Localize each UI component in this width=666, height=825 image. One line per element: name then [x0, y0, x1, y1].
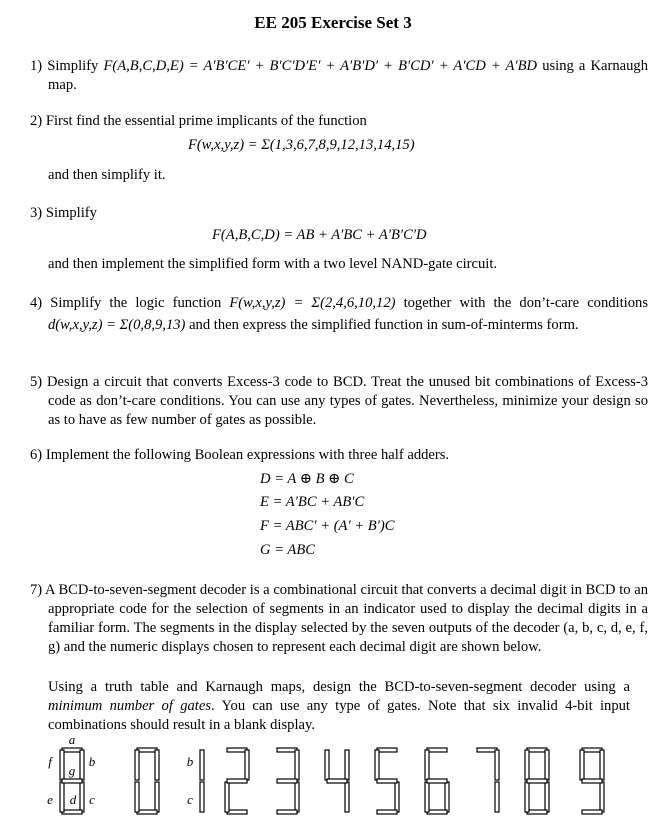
digit-8-segment-g — [527, 779, 547, 783]
digit-0-segment-c — [155, 782, 159, 812]
digit-9-segment-c — [600, 782, 604, 812]
segment-a — [62, 748, 82, 752]
digit-4-segment-g — [327, 779, 347, 783]
digit-3-segment-a — [277, 748, 297, 752]
segment-g — [62, 779, 82, 783]
digit-6-segment-e — [425, 782, 429, 812]
question-number: 6) — [30, 447, 43, 463]
digit-8-segment-b — [545, 750, 549, 780]
question-number: 4) — [30, 295, 43, 311]
question-number: 7) — [30, 582, 43, 598]
digit-5-segment-f — [375, 750, 379, 780]
question-number: 3) — [30, 205, 43, 221]
digit-3-segment-c — [295, 782, 299, 812]
digit-7-segment-b — [495, 750, 499, 780]
equation: F(A,B,C,D) = AB + A′BC + A′B′C′D — [212, 227, 427, 243]
digit-7-segment-c — [495, 782, 499, 812]
digit-5-segment-a — [377, 748, 397, 752]
digit-1-segment-b — [200, 750, 204, 780]
digit-0-segment-d — [137, 810, 157, 814]
digit-5-segment-d — [377, 810, 397, 814]
digit-9-segment-a — [582, 748, 602, 752]
digit-8-segment-e — [525, 782, 529, 812]
segment-label-f: f — [48, 754, 52, 769]
digit-3-segment-d — [277, 810, 297, 814]
question-text: together with the don’t-care conditions — [403, 295, 648, 311]
digit-9-segment-b — [600, 750, 604, 780]
question-text: First find the essential prime implicants of the function — [45, 113, 367, 129]
question-number: 2) — [30, 113, 43, 129]
digit-7-segment-a — [477, 748, 497, 752]
digit-6-segment-d — [427, 810, 447, 814]
question-text: Design a circuit that converts Excess-3 code to BCD. Treat the unused bit combinations of Excess-3 code as don’t-care conditions. You can use any types of gates. Nevertheless, minimize your design so as to have as few number of gates as possible. — [46, 374, 648, 428]
digit-1-segment-c — [200, 782, 204, 812]
digit-9-segment-f — [580, 750, 584, 780]
equation: F(w,x,y,z) = Σ(1,3,6,7,8,9,12,13,14,15) — [188, 137, 415, 153]
digit-0-segment-e — [135, 782, 139, 812]
segment-b — [80, 750, 84, 780]
segment-c — [80, 782, 84, 812]
question-text: Using a truth table and Karnaugh maps, design the BCD-to-seven-segment decoder using a minimum number of gates. You can use any type of gates. Note that six invalid 4-bit input combinations should result in a blank display. — [48, 679, 630, 733]
digit-8-segment-c — [545, 782, 549, 812]
segment-label-d: d — [69, 792, 77, 807]
digit-3-segment-g — [277, 779, 297, 783]
segment-label-g: g — [68, 763, 76, 778]
digit-2-segment-d — [227, 810, 247, 814]
equation: G = ABC — [260, 542, 315, 558]
digit-0-segment-b — [155, 750, 159, 780]
digit-6-segment-f — [425, 750, 429, 780]
question-text: Simplify — [47, 58, 99, 74]
digit-0-segment-f — [135, 750, 139, 780]
equation: F = ABC′ + (A′ + B′)C — [260, 518, 395, 534]
segment-label-e: e — [47, 792, 53, 807]
question-text: A BCD-to-seven-segment decoder is a combinational circuit that converts a decimal digit in BCD to an appropriate code for the selection of segments in an indicator used to display the decimal digits in a familiar form. The segments in the display selected by the seven outputs of the decoder (a, b, c, d, e, f, g) and the numeric displays chosen to represent each decimal digit are shown below. — [45, 582, 649, 655]
segment-f — [60, 750, 64, 780]
digit-4-segment-f — [325, 750, 329, 780]
digit-4-segment-b — [345, 750, 349, 780]
digit-6-segment-g — [427, 779, 447, 783]
segment-label-a: a — [68, 732, 76, 747]
equation: D = A ⊕ B ⊕ C — [260, 471, 354, 487]
digit-5-segment-g — [377, 779, 397, 783]
digit-8-segment-f — [525, 750, 529, 780]
digit-2-segment-b — [245, 750, 249, 780]
question-text: using a Karnaugh map. — [48, 58, 648, 93]
emphasis: minimum number of gates — [48, 698, 212, 714]
digit-5-segment-c — [395, 782, 399, 812]
question-text: Simplify the logic function — [50, 295, 222, 311]
digit-6-segment-a — [427, 748, 447, 752]
segment-label-b: b — [88, 754, 96, 769]
digit-2-segment-g — [227, 779, 247, 783]
digit-0-segment-a — [137, 748, 157, 752]
equation: F(w,x,y,z) = Σ(2,4,6,10,12) — [229, 295, 396, 311]
segment-label-c: c — [89, 792, 95, 807]
question-text: and then express the simplified function in sum-of-minterms form. — [189, 317, 579, 333]
question-number: 1) — [30, 58, 43, 74]
question-text: and then simplify it. — [48, 167, 166, 183]
digit-8-segment-a — [527, 748, 547, 752]
digit-one-label-c: c — [187, 792, 193, 807]
digit-one-label-b: b — [186, 754, 194, 769]
digit-6-segment-c — [445, 782, 449, 812]
question-text: Simplify — [45, 205, 97, 221]
equation: F(A,B,C,D,E) = A′B′CE′ + B′C′D′E′ + A′B′D′ + B′CD′ + A′CD + A′BD — [103, 58, 538, 74]
equation: E = A′BC + AB′C — [260, 494, 365, 510]
digit-3-segment-b — [295, 750, 299, 780]
digit-9-segment-d — [582, 810, 602, 814]
digit-8-segment-d — [527, 810, 547, 814]
digit-4-segment-c — [345, 782, 349, 812]
segment-d — [62, 810, 82, 814]
page-title: EE 205 Exercise Set 3 — [254, 13, 412, 32]
digit-2-segment-e — [225, 782, 229, 812]
equation: d(w,x,y,z) = Σ(0,8,9,13) — [48, 317, 186, 333]
question-text: and then implement the simplified form with a two level NAND-gate circuit. — [48, 256, 498, 272]
question-text: Implement the following Boolean expressions with three half adders. — [45, 447, 450, 463]
segment-e — [60, 782, 64, 812]
question-number: 5) — [30, 374, 43, 390]
digit-2-segment-a — [227, 748, 247, 752]
digit-9-segment-g — [582, 779, 602, 783]
